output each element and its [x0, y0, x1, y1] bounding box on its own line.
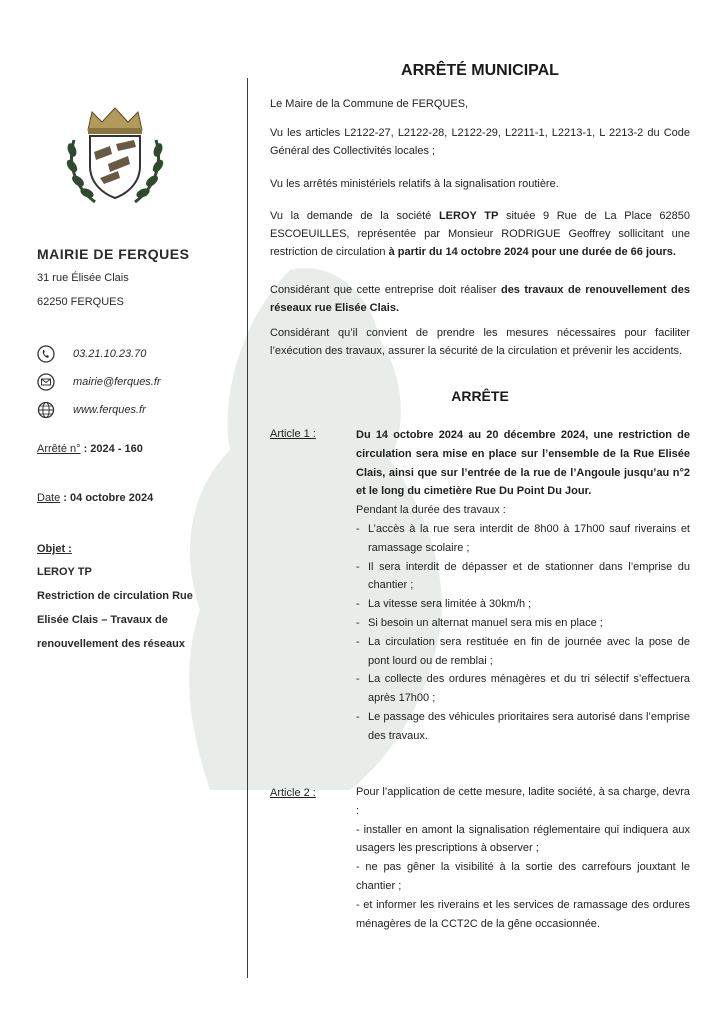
list-item: - Il sera interdit de dépasser et de stationner dans l’emprise du chantier ; — [356, 558, 690, 596]
municipal-crest-icon — [60, 100, 170, 210]
list-item: - La collecte des ordures ménagères et du tri sélectif s’effectuera après 17h00 ; — [356, 670, 690, 708]
list-item: - et informer les riverains et les services de ramassage des ordures ménagères de la CCT2C de la gêne occasionnée. — [356, 898, 690, 930]
list-item: - installer en amont la signalisation réglementaire qui indiquera aux usagers les prescriptions à observer ; — [356, 823, 690, 855]
address-street: 31 rue Élisée Clais — [37, 272, 129, 284]
arrete-number — [37, 443, 143, 455]
article-1-body — [356, 426, 690, 746]
objet-line: Elisée Clais – Travaux de — [37, 614, 168, 626]
intro-paragraph: Vu la demande de la société LEROY TP située 9 Rue de La Place 62850 ESCOEUILLES, représentée par Monsieur RODRIGUE Geoffrey sollicitant une restriction de circulation à partir du 14 octobre 2024 pour une durée de 66 jours. — [270, 210, 690, 258]
list-item: - Si besoin un alternat manuel sera mis en place ; — [356, 614, 690, 633]
phone-icon — [37, 345, 55, 363]
intro-paragraph: Le Maire de la Commune de FERQUES, — [270, 98, 469, 110]
phone-number: 03.21.10.23.70 — [73, 348, 147, 360]
website-link[interactable]: www.ferques.fr — [73, 404, 146, 416]
article-2-body — [356, 783, 690, 933]
article-2-label: Article 2 : — [270, 787, 316, 799]
article-1-list — [356, 520, 690, 746]
list-item: - ne pas gêner la visibilité à la sortie des carrefours jouxtant le chantier ; — [356, 861, 690, 892]
contact-phone — [37, 344, 146, 364]
arrete-number-value: : 2024 - 160 — [80, 443, 143, 455]
intro-paragraph: Considérant qu’il convient de prendre les mesures nécessaires pour faciliter l’exécution des travaux, assurer la sécurité de la circulation et prévenir les accidents. — [270, 327, 690, 357]
section-title: ARRÊTE — [451, 388, 509, 404]
list-item: - Le passage des véhicules prioritaires sera autorisé dans l’emprise des travaux. — [356, 708, 690, 746]
objet-line: LEROY TP — [37, 566, 92, 578]
intro-paragraph: Vu les articles L2122-27, L2122-28, L2122-29, L2211-1, L2213-1, L 2213-2 du Code Général des Collectivités locales ; — [270, 127, 690, 157]
list-item: - La vitesse sera limitée à 30km/h ; — [356, 595, 690, 614]
article-1-label: Article 1 : — [270, 428, 316, 440]
address-city: 62250 FERQUES — [37, 296, 124, 308]
document-title: ARRÊTÉ MUNICIPAL — [401, 62, 559, 79]
list-item: - L’accès à la rue sera interdit de 8h00 à 17h00 sauf riverains et ramassage scolaire ; — [356, 520, 690, 558]
objet-line: renouvellement des réseaux — [37, 638, 185, 650]
email-icon — [37, 373, 55, 391]
arrete-number-label: Arrêté n° — [37, 443, 81, 455]
intro-paragraph: Considérant que cette entreprise doit réaliser des travaux de renouvellement des réseaux rue Elisée Clais. — [270, 284, 690, 314]
mairie-name: MAIRIE DE FERQUES — [37, 246, 190, 262]
list-item: - La circulation sera restituée en fin de journée avec la pose de pont lourd ou de remblai ; — [356, 633, 690, 671]
arrete-date — [37, 492, 153, 504]
globe-icon — [37, 401, 55, 419]
article-1-intro: Pendant la durée des travaux : — [356, 504, 506, 517]
objet-label: Objet : — [37, 543, 72, 555]
email-link[interactable]: mairie@ferques.fr — [73, 376, 161, 388]
arrete-date-label: Date — [37, 492, 61, 504]
arrete-date-value: : 04 octobre 2024 — [60, 492, 154, 504]
objet-line: Restriction de circulation Rue — [37, 590, 193, 602]
contact-email — [37, 372, 161, 392]
column-divider — [247, 78, 248, 978]
article-1-lead: Du 14 octobre 2024 au 20 décembre 2024, une restriction de circulation sera mise en place sur l’ensemble de la Rue Elisée Clais, ainsi que sur l’entrée de la rue de l’Angoule jusqu’au n°2 et le long du cimetière Rue Du Point Du Jour. — [356, 429, 690, 498]
article-2-intro: Pour l’application de cette mesure, ladite société, à sa charge, devra : — [356, 786, 690, 817]
contact-website — [37, 400, 146, 420]
intro-paragraph: Vu les arrêtés ministériels relatifs à la signalisation routière. — [270, 178, 559, 190]
